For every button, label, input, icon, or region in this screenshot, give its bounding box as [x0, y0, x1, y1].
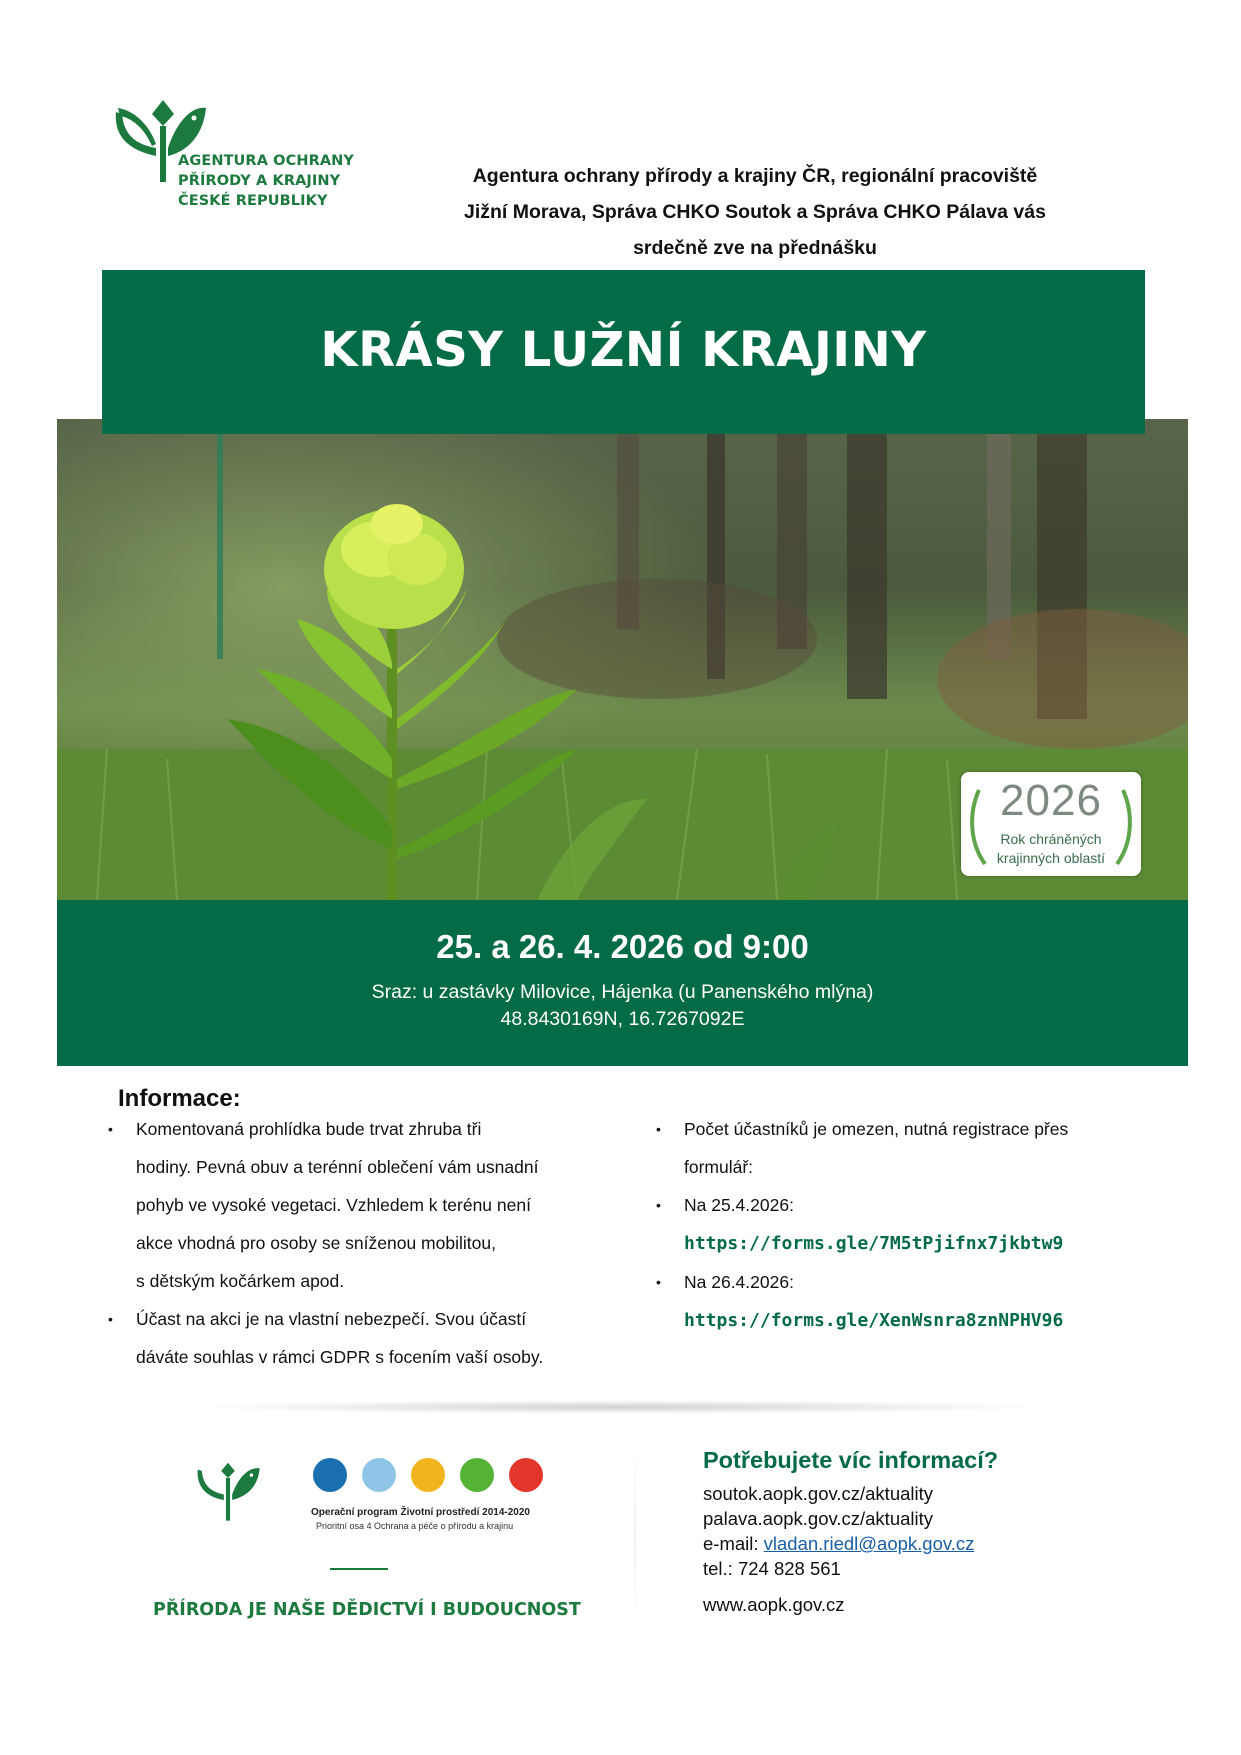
list-item-text: pohyb ve vysoké vegetaci. Vzhledem k terénu není: [136, 1195, 531, 1215]
contact-web-palava[interactable]: palava.aopk.gov.cz/aktuality: [703, 1508, 934, 1529]
registration-link-25[interactable]: https://forms.gle/7M5tPjifnx7jkbtw9: [684, 1233, 1064, 1254]
list-item: [656, 1110, 1176, 1148]
year-badge: [961, 772, 1141, 876]
title-banner: [102, 270, 1145, 434]
energy-icon: [509, 1458, 543, 1492]
footer-rule: [330, 1568, 388, 1570]
motto: PŘÍRODA JE NAŠE DĚDICTVÍ I BUDOUCNOST: [153, 1600, 581, 1620]
list-item-continuation: [108, 1186, 628, 1224]
page-title: KRÁSY LUŽNÍ KRAJINY: [320, 322, 927, 378]
info-heading: Informace:: [118, 1085, 241, 1112]
badge-year: 2026: [1000, 776, 1102, 825]
list-item-text: dáváte souhlas v rámci GDPR s focením vaší osoby.: [136, 1347, 544, 1367]
info-list-left: [108, 1110, 628, 1376]
contact-email-row: [703, 1533, 974, 1555]
event-date: 25. a 26. 4. 2026 od 9:00: [436, 928, 809, 965]
list-item-text: formulář:: [684, 1157, 754, 1177]
hero-photo: [57, 419, 1188, 900]
registration-date-label: Na 25.4.2026:: [684, 1195, 794, 1215]
list-item: [656, 1263, 1176, 1301]
info-list-right: [656, 1110, 1176, 1340]
aopk-logo: [108, 96, 368, 236]
list-item: [656, 1186, 1176, 1224]
list-item-text: Počet účastníků je omezen, nutná registrace přes: [684, 1119, 1069, 1139]
logo-text-line-2: PŘÍRODY A KRAJINY: [178, 173, 341, 189]
gps-coordinates: 48.8430169N, 16.7267092E: [500, 1008, 745, 1030]
logo-text-line-1: AGENTURA OCHRANY: [178, 153, 354, 169]
list-item-text: s dětským kočárkem apod.: [136, 1271, 345, 1291]
contact-heading: Potřebujete víc informací?: [703, 1447, 999, 1473]
badge-caption-line-1: Rok chráněných: [1000, 831, 1102, 847]
water-icon: [313, 1458, 347, 1492]
list-item-continuation: [656, 1148, 1176, 1186]
list-item-continuation: [108, 1148, 628, 1186]
list-item-text: akce vhodná pro osoby se sníženou mobilitou,: [136, 1233, 496, 1253]
op-programme-title: Operační program Životní prostředí 2014-2020: [311, 1507, 530, 1518]
registration-date-label: Na 26.4.2026:: [684, 1272, 794, 1292]
badge-caption: [961, 830, 1141, 868]
footer-separator: [634, 1445, 636, 1625]
air-icon: [362, 1458, 396, 1492]
list-item-continuation: [108, 1224, 628, 1262]
meeting-place: Sraz: u zastávky Milovice, Hájenka (u Panenského mlýna): [371, 981, 874, 1003]
list-item: [108, 1300, 628, 1338]
invitation-line-1: Agentura ochrany přírody a krajiny ČR, regionální pracoviště: [472, 165, 1038, 187]
email-label: e-mail:: [703, 1533, 764, 1554]
list-item: [108, 1110, 628, 1148]
list-item-text: Účast na akci je na vlastní nebezpečí. Svou účastí: [136, 1309, 527, 1329]
contact-website[interactable]: www.aopk.gov.cz: [703, 1594, 845, 1615]
list-item-continuation: [108, 1262, 628, 1300]
list-item-continuation[interactable]: [656, 1224, 1176, 1263]
event-details-band: [57, 900, 1188, 1066]
invitation-line-2: Jižní Morava, Správa CHKO Soutok a Správa CHKO Pálava vás: [464, 201, 1046, 223]
list-item-text: hodiny. Pevná obuv a terénní oblečení vám usnadní: [136, 1157, 539, 1177]
contact-phone: tel.: 724 828 561: [703, 1558, 841, 1579]
list-item-text: Komentovaná prohlídka bude trvat zhruba tři: [136, 1119, 482, 1139]
waste-icon: [411, 1458, 445, 1492]
nature-icon: [460, 1458, 494, 1492]
aopk-logo-icon: [193, 1460, 263, 1522]
invitation-text: [420, 158, 1090, 266]
badge-caption-line-2: krajinných oblastí: [996, 850, 1106, 866]
section-divider: [190, 1400, 1050, 1414]
email-link[interactable]: vladan.riedl@aopk.gov.cz: [763, 1533, 975, 1554]
op-programme-subtitle: Prioritní osa 4 Ochrana a péče o přírodu a krajinu: [316, 1521, 514, 1531]
event-meeting: [57, 979, 1188, 1033]
footer-logo: [193, 1460, 263, 1526]
list-item-continuation: [108, 1338, 628, 1376]
contact-web-soutok[interactable]: soutok.aopk.gov.cz/aktuality: [703, 1483, 934, 1504]
registration-link-26[interactable]: https://forms.gle/XenWsnra8znNPHV96: [684, 1310, 1064, 1331]
list-item-continuation[interactable]: [656, 1301, 1176, 1340]
logo-text-line-3: ČESKÉ REPUBLIKY: [178, 193, 328, 209]
invitation-line-3: srdečně zve na přednášku: [633, 237, 877, 259]
